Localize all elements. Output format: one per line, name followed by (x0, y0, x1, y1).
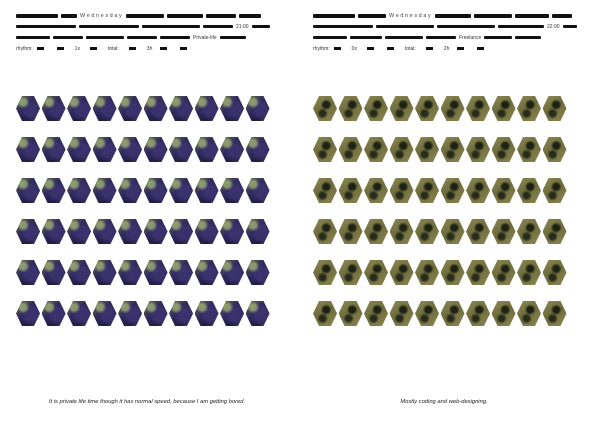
hexagon-photo-tile (492, 301, 516, 326)
hexagon-photo-tile (16, 301, 40, 326)
hexagon-photo-tile (169, 219, 193, 244)
hexagon-photo-tile (195, 219, 219, 244)
redacted-bar (435, 14, 471, 18)
hexagon-photo-tile (390, 137, 414, 162)
tile-row (313, 178, 575, 203)
hexagon-photo-tile (441, 301, 465, 326)
hexagon-photo-tile (466, 137, 490, 162)
hexagon-photo-tile (543, 260, 567, 285)
hexagon-photo-tile (169, 260, 193, 285)
hexagon-photo-tile (220, 137, 244, 162)
hexagon-photo-tile (144, 96, 168, 121)
redacted-bar (239, 14, 261, 18)
hexagon-photo-tile (441, 260, 465, 285)
photo-grid (16, 96, 278, 342)
category-label: Private-life (193, 34, 217, 41)
redacted-bar (206, 14, 236, 18)
tile-row (16, 178, 278, 203)
hexagon-photo-tile (118, 96, 142, 121)
header-line-2 (16, 22, 296, 31)
redacted-bar (220, 36, 246, 39)
redacted-bar (313, 25, 373, 28)
panel-header (16, 11, 296, 63)
header-line-1 (313, 11, 593, 20)
redacted-bar (498, 25, 544, 28)
redacted-bar (484, 36, 512, 39)
hexagon-photo-tile (93, 178, 117, 203)
hexagon-photo-tile (246, 178, 270, 203)
redacted-bar (515, 14, 549, 18)
hexagon-photo-tile (466, 96, 490, 121)
redacted-bar (358, 14, 386, 18)
hexagon-photo-tile (169, 178, 193, 203)
redacted-bar (16, 36, 50, 39)
hexagon-photo-tile (390, 301, 414, 326)
hexagon-photo-tile (246, 219, 270, 244)
header-line-3 (313, 33, 593, 42)
hexagon-photo-tile (492, 178, 516, 203)
hexagon-photo-tile (543, 301, 567, 326)
hexagon-photo-tile (118, 137, 142, 162)
rhythm-speed: 0x (351, 45, 357, 52)
hexagon-photo-tile (441, 219, 465, 244)
hexagon-photo-tile (67, 219, 91, 244)
hexagon-photo-tile (169, 301, 193, 326)
hexagon-photo-tile (67, 260, 91, 285)
redacted-bar (252, 25, 270, 28)
header-line-1 (16, 11, 296, 20)
hexagon-photo-tile (16, 96, 40, 121)
hexagon-photo-tile (441, 178, 465, 203)
redacted-bar (160, 36, 190, 39)
hexagon-photo-tile (415, 219, 439, 244)
hexagon-photo-tile (16, 178, 40, 203)
rhythm-label: rhythm (16, 45, 32, 52)
hexagon-photo-tile (517, 96, 541, 121)
hexagon-photo-tile (195, 137, 219, 162)
hexagon-photo-tile (195, 301, 219, 326)
time-label: 22:00 (547, 23, 560, 30)
hexagon-photo-tile (492, 96, 516, 121)
rhythm-line: rhythm : 0x total : 2h (313, 44, 593, 53)
hexagon-photo-tile (339, 301, 363, 326)
redacted-bar (376, 25, 434, 28)
day-label: Wednesday (389, 12, 433, 19)
tile-row (313, 219, 575, 244)
day-label: Wednesday (80, 12, 124, 19)
hexagon-photo-tile (390, 96, 414, 121)
hexagon-photo-tile (543, 219, 567, 244)
redacted-bar (167, 14, 203, 18)
redacted-bar (385, 36, 423, 39)
hexagon-photo-tile (313, 219, 337, 244)
hexagon-photo-tile (246, 96, 270, 121)
header-line-2 (313, 22, 593, 31)
hexagon-photo-tile (246, 137, 270, 162)
hexagon-photo-tile (415, 96, 439, 121)
hexagon-photo-tile (492, 219, 516, 244)
header-line-3 (16, 33, 296, 42)
hexagon-photo-tile (118, 301, 142, 326)
redacted-bar (79, 25, 139, 28)
hexagon-photo-tile (144, 178, 168, 203)
category-label: Freelance (459, 34, 482, 41)
rhythm-hours: 3h (146, 45, 153, 52)
hexagon-photo-tile (16, 137, 40, 162)
hexagon-photo-tile (42, 96, 66, 121)
hexagon-photo-tile (339, 219, 363, 244)
hexagon-photo-tile (67, 137, 91, 162)
redacted-bar (313, 36, 347, 39)
redacted-bar (86, 36, 124, 39)
rhythm-hours: 2h (443, 45, 450, 52)
hexagon-photo-tile (118, 178, 142, 203)
hexagon-photo-tile (93, 219, 117, 244)
rhythm-label: rhythm (313, 45, 329, 52)
hexagon-photo-tile (220, 178, 244, 203)
hexagon-photo-tile (492, 137, 516, 162)
redacted-bar (127, 36, 157, 39)
hexagon-photo-tile (441, 137, 465, 162)
hexagon-photo-tile (42, 260, 66, 285)
hexagon-photo-tile (390, 260, 414, 285)
rhythm-total: total (107, 45, 118, 52)
hexagon-photo-tile (466, 260, 490, 285)
hexagon-photo-tile (543, 178, 567, 203)
tile-row (16, 301, 278, 326)
hexagon-photo-tile (246, 301, 270, 326)
time-label: 21:00 (236, 23, 249, 30)
hexagon-photo-tile (313, 178, 337, 203)
hexagon-photo-tile (466, 219, 490, 244)
hexagon-photo-tile (364, 260, 388, 285)
hexagon-photo-tile (93, 260, 117, 285)
hexagon-photo-tile (415, 260, 439, 285)
redacted-bar (16, 14, 58, 18)
hexagon-photo-tile (67, 301, 91, 326)
hexagon-photo-tile (517, 260, 541, 285)
hexagon-photo-tile (313, 96, 337, 121)
hexagon-photo-tile (517, 137, 541, 162)
hexagon-photo-tile (195, 260, 219, 285)
hexagon-photo-tile (42, 301, 66, 326)
redacted-bar (515, 36, 541, 39)
tile-row (313, 260, 575, 285)
redacted-bar (426, 36, 456, 39)
redacted-bar (61, 14, 77, 18)
hexagon-photo-tile (220, 260, 244, 285)
hexagon-photo-tile (42, 137, 66, 162)
redacted-bar (53, 36, 83, 39)
hexagon-photo-tile (364, 137, 388, 162)
hexagon-photo-tile (313, 301, 337, 326)
hexagon-photo-tile (220, 96, 244, 121)
redacted-bar (350, 36, 382, 39)
rhythm-line: rhythm : 1x total : 3h (16, 44, 296, 53)
redacted-bar (437, 25, 495, 28)
hexagon-photo-tile (441, 96, 465, 121)
redacted-bar (142, 25, 200, 28)
redacted-bar (313, 14, 355, 18)
hexagon-photo-tile (93, 137, 117, 162)
hexagon-photo-tile (118, 260, 142, 285)
hexagon-photo-tile (220, 301, 244, 326)
hexagon-photo-tile (339, 260, 363, 285)
rhythm-speed: 1x (74, 45, 80, 52)
redacted-bar (203, 25, 233, 28)
hexagon-photo-tile (415, 178, 439, 203)
redacted-bar (552, 14, 572, 18)
hexagon-photo-tile (144, 301, 168, 326)
hexagon-photo-tile (517, 219, 541, 244)
hexagon-photo-tile (195, 96, 219, 121)
hexagon-photo-tile (313, 137, 337, 162)
caption: Mostly coding and web-designing. (400, 399, 488, 405)
hexagon-photo-tile (364, 96, 388, 121)
tile-row (313, 96, 575, 121)
hexagon-photo-tile (390, 219, 414, 244)
right-panel (313, 0, 593, 423)
hexagon-photo-tile (93, 96, 117, 121)
hexagon-photo-tile (543, 96, 567, 121)
hexagon-photo-tile (339, 96, 363, 121)
hexagon-photo-tile (390, 178, 414, 203)
hexagon-photo-tile (118, 219, 142, 244)
hexagon-photo-tile (466, 178, 490, 203)
hexagon-photo-tile (169, 96, 193, 121)
tile-row (16, 260, 278, 285)
hexagon-photo-tile (16, 219, 40, 244)
hexagon-photo-tile (364, 178, 388, 203)
left-panel (16, 0, 296, 423)
tile-row (313, 137, 575, 162)
hexagon-photo-tile (466, 301, 490, 326)
hexagon-photo-tile (517, 178, 541, 203)
hexagon-photo-tile (144, 219, 168, 244)
hexagon-photo-tile (415, 301, 439, 326)
hexagon-photo-tile (67, 96, 91, 121)
hexagon-photo-tile (144, 260, 168, 285)
hexagon-photo-tile (16, 260, 40, 285)
photo-grid (313, 96, 575, 342)
tile-row (313, 301, 575, 326)
tile-row (16, 137, 278, 162)
hexagon-photo-tile (492, 260, 516, 285)
hexagon-photo-tile (195, 178, 219, 203)
hexagon-photo-tile (67, 178, 91, 203)
tile-row (16, 96, 278, 121)
redacted-bar (474, 14, 512, 18)
hexagon-photo-tile (364, 301, 388, 326)
hexagon-photo-tile (220, 219, 244, 244)
hexagon-photo-tile (339, 178, 363, 203)
hexagon-photo-tile (42, 219, 66, 244)
hexagon-photo-tile (517, 301, 541, 326)
hexagon-photo-tile (364, 219, 388, 244)
caption: It is private life time though it has normal speed, because I am getting bored. (48, 399, 246, 405)
hexagon-photo-tile (415, 137, 439, 162)
redacted-bar (16, 25, 76, 28)
hexagon-photo-tile (144, 137, 168, 162)
tile-row (16, 219, 278, 244)
panel-header (313, 11, 593, 63)
hexagon-photo-tile (246, 260, 270, 285)
redacted-bar (126, 14, 164, 18)
hexagon-photo-tile (42, 178, 66, 203)
redacted-bar (563, 25, 577, 28)
hexagon-photo-tile (339, 137, 363, 162)
rhythm-total: total (404, 45, 415, 52)
hexagon-photo-tile (543, 137, 567, 162)
hexagon-photo-tile (313, 260, 337, 285)
hexagon-photo-tile (93, 301, 117, 326)
hexagon-photo-tile (169, 137, 193, 162)
